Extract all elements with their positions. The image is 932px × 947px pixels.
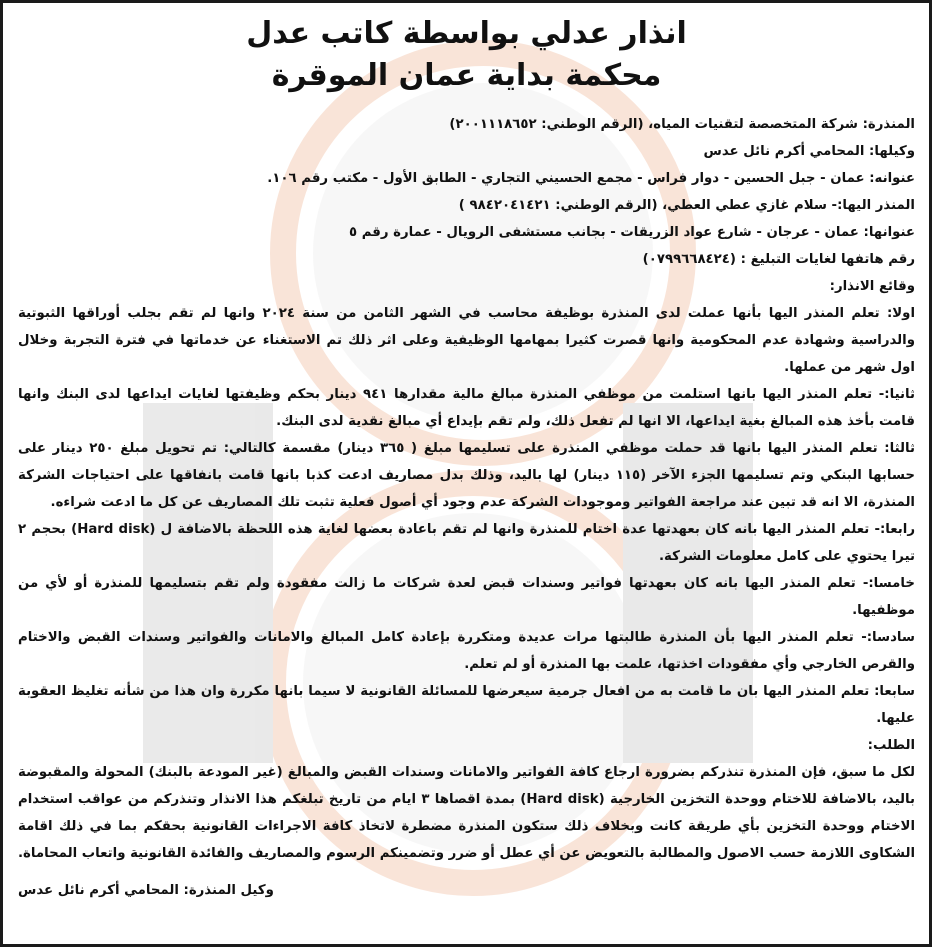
- notice-paragraph: [18, 273, 915, 300]
- paragraph-text: - تعلم المنذر اليها بانها استلمت من موظفي المنذرة مبالغ مالية مقدارها ٩٤١ دينار بحكم وظيفتها لغايات ايداعها لدى البنك وانها قامت بأخذ هذه المبالغ بغية ايداعها، الا انها لم تفعل ذلك، ولم تقم بإيداع أي مبالغ نقدية لدى البنك.: [18, 387, 915, 429]
- notice-paragraph: [18, 678, 915, 732]
- document-content: [18, 13, 915, 904]
- notice-paragraph: [18, 516, 915, 570]
- paragraph-label: المنذر اليها:: [837, 198, 915, 213]
- paragraph-label: رقم هاتفها لغايات التبليغ :: [740, 252, 915, 267]
- paragraph-label: الطلب:: [867, 738, 915, 753]
- notice-paragraph: [18, 732, 915, 759]
- paragraph-label: سادسا:: [866, 630, 915, 645]
- court-name: محكمة بداية عمان الموقرة: [271, 58, 662, 93]
- paragraph-label: عنوانه:: [869, 171, 915, 186]
- paragraph-label: سابعا:: [874, 684, 915, 699]
- paragraph-text: تعلم المنذر اليها بانها قد حملت موظفي المنذرة على تسليمها مبلغ ( ٣٦٥ دينار) مقسمة كالتالي: تم تحويل مبلغ ٢٥٠ دينار على حسابها البنكي وتم تسليمها الجزء الآخر (١١٥ دينار) لها باليد، وذلك بدل مصاريف ادعت كذبا بانها قامت بانفاقها على احتياجات الشركة المنذرة، الا انه قد تبين عند مراجعة الفواتير وموجودات الشركة عدم وجود أي أصول فعلية تثبت تلك المصاريف عن كل ما ادعت شراءه.: [18, 441, 915, 510]
- notice-paragraph: [18, 624, 915, 678]
- paragraph-text: شركة المتخصصة لتقنيات المياه، (الرقم الوطني: ٢٠٠١١١٨٦٥٢): [449, 117, 863, 132]
- notice-paragraph: [18, 246, 915, 273]
- paragraph-label: اولا:: [886, 306, 916, 321]
- notice-paragraph: [18, 192, 915, 219]
- paragraph-text: - تعلم المنذر اليها بانه كان بعهدتها فواتير وسندات قبض لعدة شركات ما زالت مفقودة ولم تقم بتسليمها للمنذرة أو لأي من موظفيها.: [18, 576, 915, 618]
- paragraph-label: ثانيا:: [884, 387, 915, 402]
- notice-paragraph: [18, 165, 915, 192]
- paragraph-text: - سلام غازي عطي العطي، (الرقم الوطني: ٩٨٤٢٠٤١٤٢١ ): [458, 198, 838, 213]
- paragraph-label: المنذرة:: [862, 117, 915, 132]
- paragraph-text: لكل ما سبق، فإن المنذرة تنذركم بضرورة ارجاع كافة الفواتير والامانات وسندات القبض والمبالغ (غير المودعة بالبنك) المحولة والمقبوضة باليد، بالاضافة للاختام ووحدة التخزين الخارجية (Hard disk) بمدة اقصاها ٣ ايام من تاريخ تبلغكم هذا الانذار وتنذركم من عواقب استخدام الاختام ووحدة التخزين بأي طريقة كانت وبخلاف ذلك ستكون المنذرة مضطرة لاتخاذ كافة الاجراءات القانونية بحقكم بما في ذلك اقامة الشكاوى اللازمة حسب الاصول والمطالبة بالتعويض عن أي عطل أو ضرر وتضمينكم الرسوم والمصاريف والفائدة القانونية واتعاب المحاماة.: [17, 765, 916, 861]
- paragraph-label: ثالثا:: [884, 441, 916, 456]
- paragraph-text: تعلم المنذر اليها بأنها عملت لدى المنذرة بوظيفة محاسب في الشهر الثامن من سنة ٢٠٢٤ وانها لم تقم بجلب أوراقها الثبوتية والدراسية وشهادة عدم المحكومية وانها قصرت كثيرا بمهامها الوظيفية وعلى اثر ذلك تم الاستغناء عن خدماتها في فترة التجربة وخلال اول شهر من عملها.: [18, 306, 915, 375]
- notice-paragraph: [18, 111, 915, 138]
- notice-paragraph: [18, 570, 915, 624]
- paragraph-text: - تعلم المنذر اليها بأن المنذرة طالبتها مرات عديدة ومتكررة بإعادة كامل المبالغ والامانات والفواتير وسندات القبض والاختام والقرص الخارجي وأي مفقودات اخذتها، علمت بها المنذرة أو لم تعلم.: [18, 630, 915, 672]
- paragraph-label: عنوانها:: [863, 225, 915, 240]
- paragraph-text: عمان - جبل الحسين - دوار فراس - مجمع الحسيني التجاري - الطابق الأول - مكتب رقم ١٠٦.: [267, 171, 870, 186]
- paragraph-label: وكيلها:: [869, 144, 915, 159]
- notice-paragraph: [18, 435, 915, 516]
- notice-paragraph: [18, 300, 915, 381]
- notice-paragraph: [18, 138, 915, 165]
- paragraph-text: تعلم المنذر اليها بان ما قامت به من افعال جرمية سيعرضها للمسائلة القانونية لا سيما بانها مكررة وان هذا من شأنه تغليظ العقوبة عليها.: [18, 684, 915, 726]
- document-title: انذار عدلي بواسطة كاتب عدل: [246, 16, 687, 51]
- paragraph-text: المحامي أكرم نائل عدس: [703, 144, 870, 159]
- notice-body: [18, 111, 915, 867]
- paragraph-text: عمان - عرجان - شارع عواد الزريقات - بجانب مستشفى الرويال - عمارة رقم ٥: [348, 225, 864, 240]
- notice-paragraph: [18, 381, 915, 435]
- signature: وكيل المنذرة: المحامي أكرم نائل عدس: [18, 883, 274, 898]
- paragraph-text: - تعلم المنذر اليها بانه كان بعهدتها عدة اختام للمنذرة وانها لم تقم باعادة بعضها لغاية هذه اللحظة بالاضافة ل (Hard disk) بحجم ٢ تيرا يحتوي على كامل معلومات الشركة.: [18, 522, 915, 564]
- paragraph-label: وقائع الانذار:: [829, 279, 915, 294]
- paragraph-label: خامسا:: [868, 576, 915, 591]
- notice-paragraph: [18, 219, 915, 246]
- paragraph-label: رابعا:: [879, 522, 916, 537]
- paragraph-text: (٠٧٩٩٦٦٨٤٢٤): [642, 252, 741, 267]
- notice-paragraph: [18, 759, 915, 867]
- title-block: [18, 13, 915, 97]
